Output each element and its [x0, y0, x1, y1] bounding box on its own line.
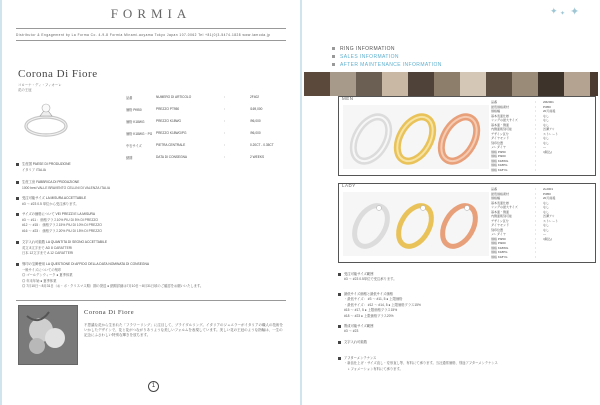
- spec-value: 2L2001: [543, 187, 554, 191]
- section-line: ・最低サイズ： #12 〜 #14, 5 ● 上限価格プラス15%: [344, 302, 421, 307]
- spec-cell: 価格 K18WG: [126, 120, 145, 124]
- spec-sep: ：: [535, 145, 539, 149]
- info-section: [338, 272, 397, 283]
- bullet-icon: [332, 47, 335, 50]
- info-section: [338, 356, 498, 372]
- spec-key: 価格幅: [491, 109, 501, 113]
- header-rule: [16, 28, 286, 29]
- nav-item-label: SALES INFORMATION: [340, 54, 399, 60]
- bullet-icon: [16, 163, 19, 166]
- spec-sep: ：: [535, 236, 539, 241]
- spec-key: 価格 Pt950: [491, 149, 506, 154]
- spec-key: 刻印位置: [491, 227, 504, 232]
- story-title: Corona Di Fiore: [84, 309, 135, 316]
- spec-cell: 2F402: [250, 95, 260, 99]
- info-section: [16, 196, 86, 207]
- spec-value: 凹溝アリ: [543, 127, 555, 131]
- ladies-label: LADY: [342, 183, 356, 188]
- section-heading-text: 文字入れ可能数: [344, 340, 368, 344]
- bullet-icon: [16, 263, 19, 266]
- spec-cell: 2 WEEKS: [250, 155, 265, 159]
- story-rule: [16, 300, 286, 301]
- section-line: ・最低サイズ： #3 〜 #11, 5 ● 上限価格: [344, 297, 403, 302]
- spec-cell: :: [224, 107, 225, 111]
- spec-value: なし: [543, 122, 550, 127]
- spec-key: 内側面彫刻可能: [491, 127, 513, 131]
- spec-sep: ：: [535, 154, 539, 158]
- bullet-icon: [338, 325, 341, 328]
- section-line: ・新品仕上げ・サイズ直し・変形直し等、有料にて承ります。当社通常価格、別途アフターメンテナンス: [344, 361, 498, 366]
- spec-cell: :: [224, 95, 225, 99]
- spec-sep: ：: [535, 205, 539, 209]
- section-line: #3 〜 #23: [344, 329, 359, 334]
- spec-row: [126, 119, 288, 124]
- section-heading: [16, 240, 107, 246]
- spec-row: [491, 168, 593, 172]
- spec-value: Pt950: [543, 191, 551, 196]
- spec-sep: ：: [535, 127, 539, 131]
- info-section: [338, 292, 421, 319]
- spec-sep: ：: [535, 140, 539, 145]
- spec-value: 20万前後: [543, 109, 556, 113]
- spec-cell: NUMERO DI ARTICOLO: [156, 95, 192, 99]
- spec-value: 2M2001: [543, 100, 554, 104]
- section-line: #3 〜 #23 0.5単位で受注承ります。: [344, 277, 397, 282]
- spec-sep: ：: [535, 241, 539, 245]
- spec-value: なし: [543, 200, 550, 205]
- section-line: #3 〜 #11 ：価格プラス10% PIU DI 5% DI PREZZO: [22, 217, 99, 222]
- spec-cell: :: [224, 155, 225, 159]
- spec-key: 刻印位置: [491, 140, 504, 145]
- sparkle-icon: ✦: [560, 11, 566, 17]
- story-photo: [18, 305, 78, 365]
- spec-sep: ：: [535, 163, 539, 167]
- section-line: 日本 12文字まで A 12 CARATTERI: [22, 251, 74, 256]
- spec-value: 凹溝アリ: [543, 214, 555, 218]
- spec-cell: \96,000: [250, 119, 261, 123]
- spec-value: ―: [543, 232, 546, 236]
- spec-sep: ：: [535, 214, 539, 218]
- ladies-ring-box: [338, 183, 596, 263]
- spec-sep: ：: [535, 227, 539, 232]
- spec-sep: ：: [535, 158, 539, 163]
- spec-value: ストレート: [543, 131, 559, 136]
- bullet-icon: [332, 55, 335, 58]
- spec-sep: ：: [535, 136, 539, 140]
- spec-sep: ：: [535, 245, 539, 250]
- spec-key: 価格 K18PG: [491, 163, 508, 167]
- spec-key: 価格 Pt900: [491, 154, 506, 158]
- section-line: ◎ ゴールデンウィーク ● 夏季休業: [22, 273, 73, 278]
- section-line: #3 〜 #23 0.5 単位から受注承ります。: [22, 201, 79, 206]
- spec-row: [126, 95, 288, 100]
- section-line: ◎ 年末年始 ● 夏季休業: [22, 278, 57, 283]
- spec-cell: :: [224, 143, 225, 147]
- bullet-icon: [338, 357, 341, 360]
- spec-sep: ：: [535, 149, 539, 154]
- spec-value: なし: [543, 136, 550, 140]
- info-section: [16, 162, 71, 173]
- nav-item[interactable]: [332, 45, 442, 53]
- spec-sep: ：: [535, 100, 539, 104]
- product-title: Corona Di Fiore: [18, 68, 98, 80]
- spec-sep: ：: [535, 122, 539, 127]
- spec-key: 価格 K18YG: [491, 254, 508, 259]
- right-page: [302, 0, 600, 405]
- section-heading-text: 既成可能サイズ範囲: [344, 324, 374, 328]
- spec-sep: ：: [535, 187, 539, 191]
- section-heading: [338, 340, 367, 345]
- product-subtitle: コローナ・ディ・フィオーレ: [18, 83, 62, 87]
- company-address: Distributor & Engagement by La Forma Co. 4-9-8 Formia Minami-aoyama Tokyo Japan 107-0062 Tel +81(0)3-5474-1828 www.lamoda.jp: [16, 33, 271, 37]
- spec-cell: DATA DI CONSEGNA: [156, 155, 188, 159]
- spec-value: なし: [543, 223, 550, 227]
- spec-sep: ：: [535, 232, 539, 236]
- spec-key: デザイン区分: [491, 131, 509, 136]
- spec-key: 内側面彫刻可能: [491, 214, 513, 218]
- section-heading: [16, 212, 102, 218]
- spec-cell: 中石サイズ: [126, 144, 142, 148]
- spec-value: なし: [543, 113, 550, 118]
- spec-sep: ：: [535, 196, 539, 200]
- spec-key: 価格 K18WG: [491, 158, 509, 163]
- spec-sep: ：: [535, 250, 539, 254]
- spec-cell: PIETRA CENTRALE: [156, 143, 186, 147]
- spec-cell: 価格 K18WG・PG: [126, 132, 153, 136]
- spec-key: 価格 K18PG: [491, 250, 508, 254]
- story-text: 不思議な花から生まれた「フラワーリング」に注目して、ブライダルリング。イタリアのジュエラーがイタリアの職人の技術をいかしたデザインで、花と花がつながりあうような美しいフォルムを表現しています。美しい花の王冠のような指輪は、一生の記念にふさわしい特別な輝きを放ちます。: [84, 323, 283, 338]
- info-section: [338, 324, 373, 335]
- spec-key: メレダイヤ: [491, 232, 506, 236]
- section-line: レフォメーション有料にて承ります。: [344, 366, 403, 371]
- bullet-icon: [16, 197, 19, 200]
- nav-item[interactable]: [332, 53, 442, 61]
- spec-sep: ：: [535, 209, 539, 214]
- spec-value: \(税込): [543, 149, 552, 154]
- spec-key: ダイヤモンド: [491, 136, 509, 140]
- info-nav: [332, 45, 442, 69]
- info-section: [338, 340, 367, 345]
- bullet-icon: [332, 63, 335, 66]
- bullet-icon: [338, 293, 341, 296]
- info-section: [16, 262, 203, 290]
- spec-value: なし: [543, 118, 550, 122]
- spec-key: 価格 K18WG: [491, 245, 509, 250]
- spec-cell: PREZZO K18WG/PG: [156, 131, 187, 135]
- spec-cell: 納期: [126, 156, 133, 160]
- spec-key: 価格 K18YG: [491, 167, 508, 172]
- section-line: 英文 8文字まで AD 8 CARATTERI: [22, 245, 73, 250]
- nav-item-label: AFTER MAINTENANCE INFORMATION: [340, 62, 442, 68]
- spec-value: なし: [543, 209, 550, 214]
- spec-key: 価格 Pt900: [491, 241, 506, 245]
- info-section: [16, 240, 107, 257]
- nav-item[interactable]: [332, 61, 442, 69]
- nav-item-label: RING INFORMATION: [340, 46, 395, 52]
- spec-sep: ：: [535, 113, 539, 118]
- bullet-icon: [338, 341, 341, 344]
- spec-row: [491, 255, 593, 259]
- section-line: 一般サイズについての刻印: [22, 267, 62, 272]
- section-line: #15 〜 #17, 5 ● 上限価格プラス15%: [344, 308, 398, 313]
- spec-key: 基本表面仕様: [491, 200, 510, 205]
- photo-strip: [304, 72, 598, 96]
- brand-logo: FORMIA: [110, 6, 192, 21]
- spec-value: ストレート: [543, 218, 559, 223]
- mens-label: MEN: [342, 96, 354, 101]
- spec-key: 最低価格素材: [491, 191, 510, 196]
- spec-key: ダイヤモンド: [491, 223, 509, 227]
- info-section: [16, 180, 110, 191]
- section-line: #18 〜 #23 ● 上限価格プラス20%: [344, 313, 394, 318]
- spec-value: 20万前後: [543, 196, 556, 200]
- section-heading-text: 受注可能サイズ範囲: [344, 272, 374, 276]
- spec-sep: ：: [535, 191, 539, 196]
- section-line: #12 〜 #15 ：価格プラス15% PIU DI 10% DI PREZZO: [22, 223, 102, 228]
- spec-cell: \169,000: [250, 107, 263, 111]
- spec-key: リングの最大サイズ: [491, 118, 518, 122]
- spec-key: 最低価格素材: [491, 104, 510, 109]
- spec-cell: 0.20CT - 0.35CT: [250, 143, 274, 147]
- sparkle-icon: ✦: [570, 6, 580, 18]
- spec-key: 基本面・側面: [491, 122, 510, 127]
- spec-sep: ：: [535, 218, 539, 223]
- spec-sep: ：: [535, 109, 539, 113]
- spec-cell: :: [224, 131, 225, 135]
- bullet-icon: [16, 213, 19, 216]
- mens-ring-photos: [343, 105, 489, 169]
- section-heading-text: アフターメンテナンス: [344, 356, 377, 360]
- spec-sep: ：: [535, 254, 539, 259]
- section-heading: [16, 196, 86, 202]
- spec-sep: ：: [535, 200, 539, 205]
- header-rule-2: [16, 40, 286, 41]
- spec-value: ―: [543, 145, 546, 149]
- spec-key: 価格 Pt950: [491, 236, 506, 241]
- spec-row: [126, 143, 288, 148]
- section-heading-text: 生産国 PAESE DI PRODUZIONE: [22, 162, 71, 166]
- spec-value: \(税込): [543, 236, 552, 241]
- spec-key: メレダイヤ: [491, 145, 506, 149]
- spec-value: Pt950: [543, 104, 551, 109]
- spec-cell: :: [224, 119, 225, 123]
- spec-row: [126, 155, 288, 160]
- section-heading-text: 刻印の宝飾使用 LA QUESTIONE DI AFFIDO DELLA DATA NOMINATA DI CONSEGNA: [22, 262, 150, 266]
- section-heading-text: 受注可能サイズ LA MISURA ACCETTABILE: [22, 196, 87, 200]
- ladies-ring-photos: [343, 192, 489, 256]
- mens-ring-box: [338, 96, 596, 176]
- product-subtitle-note: 花の王冠: [18, 88, 32, 92]
- solitaire-ring-photo: [20, 96, 76, 140]
- section-heading-text: 文字入れ可能数 LA QUANTITA DI SEGNO ACCETTABILE: [22, 240, 108, 244]
- section-heading-text: 最低サイズ価格と最低サイズ価格: [344, 292, 393, 296]
- spec-sep: ：: [535, 223, 539, 227]
- spec-sep: ：: [535, 118, 539, 122]
- spec-value: なし: [543, 140, 550, 145]
- section-heading: [16, 162, 71, 168]
- spec-sep: ：: [535, 167, 539, 172]
- info-section: [16, 212, 102, 234]
- section-heading-text: サイズの価格について VEI PREZZI E LA MISURA: [22, 212, 96, 216]
- spec-row: [126, 107, 288, 112]
- spec-cell: 価格 Pt950: [126, 108, 142, 112]
- spec-cell: PREZZO K18WG: [156, 119, 181, 123]
- sparkle-icon: ✦: [550, 6, 558, 16]
- spec-key: 品番: [491, 187, 498, 191]
- left-page: [2, 0, 300, 405]
- section-line: 1000 best VALLE BRAVENTO CELLINI DI VALENZA ITALIA: [22, 185, 111, 190]
- spec-value: なし: [543, 205, 550, 209]
- section-heading-text: 生産工房 FABBRICA DI PRODUZIONE: [22, 180, 80, 184]
- spec-key: リングの最大サイズ: [491, 205, 518, 209]
- bullet-icon: [16, 241, 19, 244]
- section-line: ◎ 7月10日〜8月31日（お・ボ・クリスマス期）期の発送 ● 納期詳細は7月10日〜8月31日頃のご確認をお願いいたします。: [22, 284, 204, 289]
- bullet-icon: [16, 181, 19, 184]
- section-line: イタリア ITALIA: [22, 167, 46, 172]
- spec-key: デザイン区分: [491, 218, 509, 223]
- page-number: 1: [148, 381, 159, 392]
- section-line: #16 〜 #23 ：価格プラス20% PIU DI 15% DI PREZZO: [22, 228, 102, 233]
- spec-value: なし: [543, 227, 550, 232]
- bullet-icon: [338, 273, 341, 276]
- spec-sep: ：: [535, 131, 539, 136]
- spec-key: 基本表面仕様: [491, 113, 510, 118]
- spec-row: [126, 131, 288, 136]
- spec-cell: PREZZO PT950: [156, 107, 180, 111]
- spec-key: 基本面・側面: [491, 209, 510, 214]
- spec-key: 価格幅: [491, 196, 501, 200]
- spec-cell: 品番: [126, 96, 133, 100]
- spec-sep: ：: [535, 104, 539, 109]
- spec-cell: \96,000: [250, 131, 261, 135]
- spec-key: 品番: [491, 100, 498, 104]
